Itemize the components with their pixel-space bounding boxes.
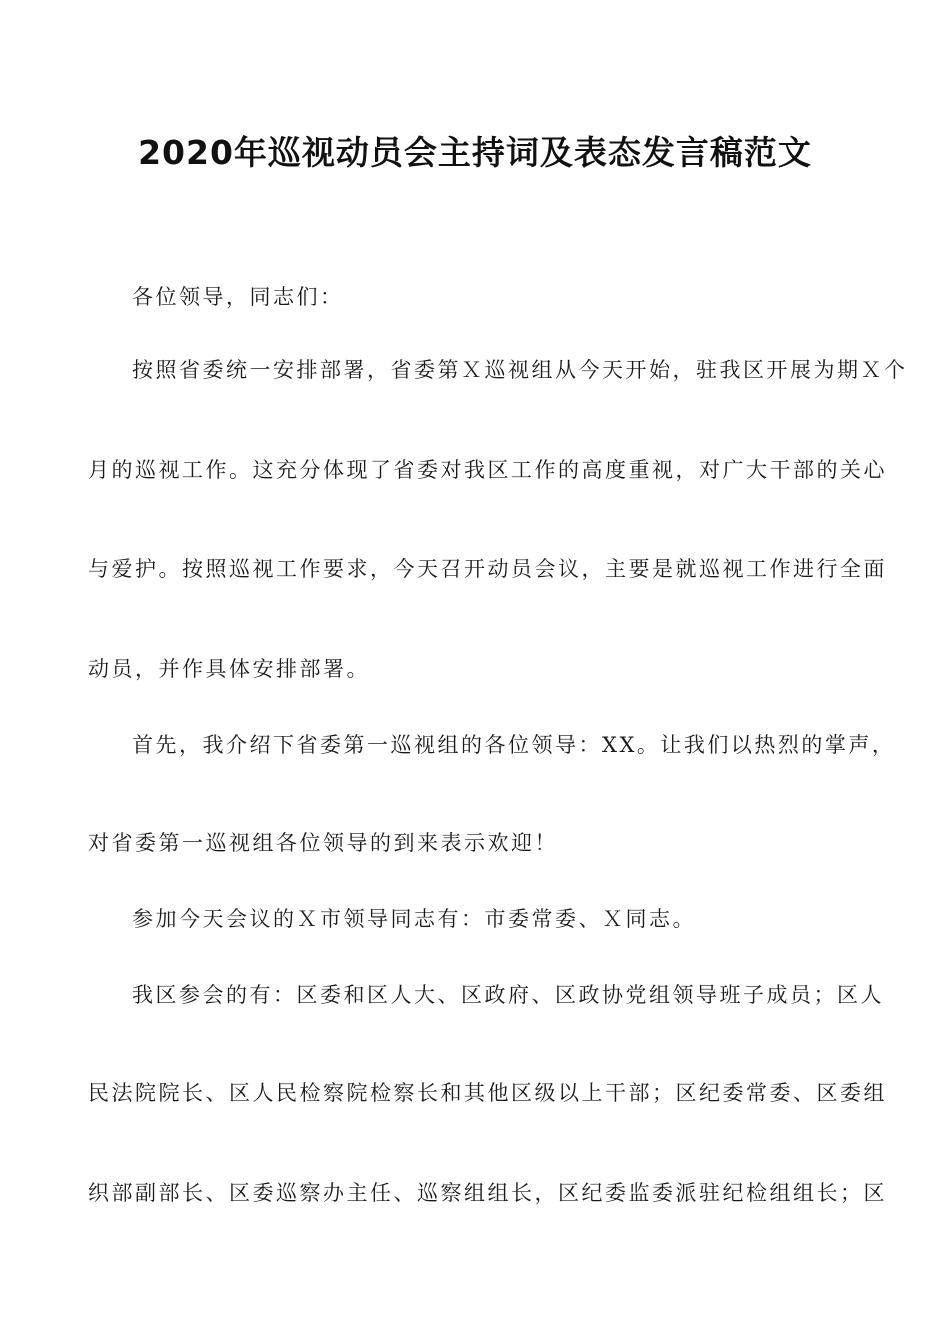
- paragraph-line: 动员，并作具体安排部署。: [88, 657, 370, 681]
- paragraph-line: 民法院院长、区人民检察院检察长和其他区级以上干部；区纪委常委、区委组: [88, 1081, 887, 1105]
- paragraph-line: 与爱护。按照巡视工作要求，今天召开动员会议，主要是就巡视工作进行全面: [88, 557, 887, 581]
- paragraph-line: 月的巡视工作。这充分体现了省委对我区工作的高度重视，对广大干部的关心: [88, 458, 887, 482]
- paragraph-line: 我区参会的有：区委和区人大、区政府、区政协党组领导班子成员；区人: [132, 983, 884, 1007]
- paragraph-line: 对省委第一巡视组各位领导的到来表示欢迎！: [88, 831, 558, 855]
- paragraph-line: 织部副部长、区委巡察办主任、巡察组组长，区纪委监委派驻纪检组组长；区: [88, 1181, 887, 1205]
- paragraph-line: 首先，我介绍下省委第一巡视组的各位领导：XX。让我们以热烈的掌声，: [132, 733, 896, 757]
- paragraph-line: 参加今天会议的Ｘ市领导同志有：市委常委、Ｘ同志。: [132, 907, 696, 931]
- paragraph-line: 按照省委统一安排部署，省委第Ｘ巡视组从今天开始，驻我区开展为期Ｘ个: [132, 358, 908, 382]
- paragraph-line: 各位领导，同志们：: [132, 285, 344, 309]
- document-title: 2020年巡视动员会主持词及表态发言稿范文: [138, 133, 812, 172]
